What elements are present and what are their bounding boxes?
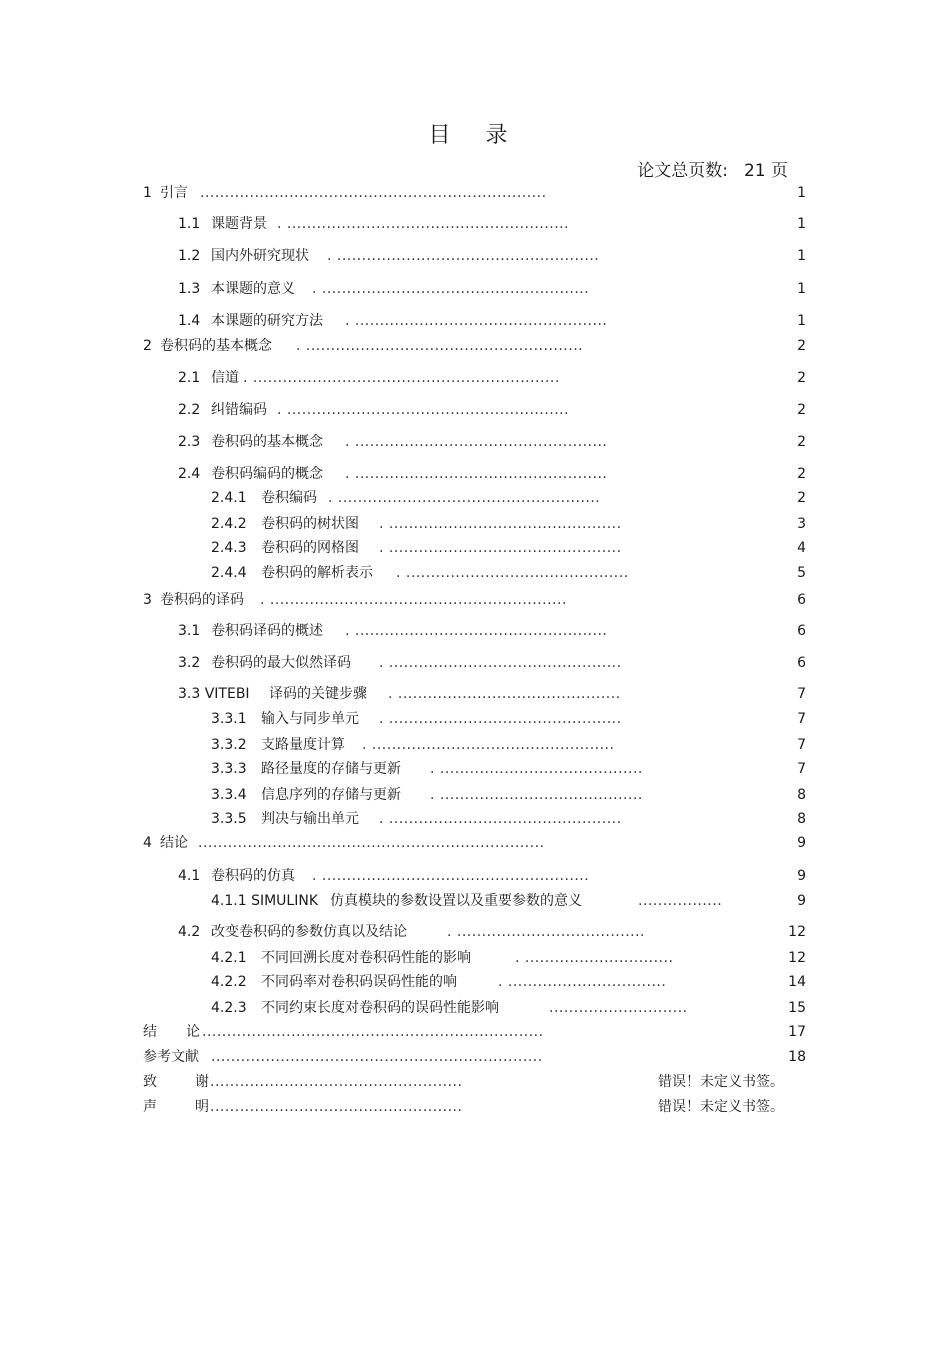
toc-entry-leader-dots: . ......................................................... [277, 216, 570, 232]
toc-entry-leader-dots: . ............................................. [396, 565, 629, 581]
toc-entry-leader-dots: ............................ [549, 1000, 688, 1016]
toc-entry-title: 卷积码的仿真 [211, 868, 295, 884]
toc-entry-title: 本课题的研究方法 [211, 313, 323, 329]
toc-entry[interactable] [178, 464, 806, 484]
toc-entry-number: 3.3.4 [211, 787, 247, 803]
toc-entry[interactable] [211, 972, 806, 992]
toc-entry-title: 支路量度计算 [261, 737, 345, 753]
toc-entry-title: 课题背景 [211, 216, 267, 232]
toc-entry-page-number: 7 [797, 737, 806, 753]
toc-entry[interactable] [178, 866, 806, 886]
toc-entry-leader-dots: . ............................................... [379, 516, 622, 532]
total-pages-value: 21 页 [743, 161, 788, 181]
toc-entry-title: 卷积码译码的概述 [211, 623, 323, 639]
toc-entry-title: 论 [186, 1024, 200, 1040]
toc-entry-title: 不同码率对卷积码误码性能的响 [261, 974, 457, 990]
toc-entry-number: 3.2 [178, 655, 201, 671]
toc-entry-page-number: 1 [797, 281, 806, 297]
toc-entry[interactable] [211, 759, 806, 779]
toc-entry[interactable] [211, 998, 806, 1018]
toc-entry-title: 译码的关键步骤 [269, 686, 367, 702]
toc-entry-page-number: 14 [788, 974, 806, 990]
toc-entry-number: 1.3 [178, 281, 201, 297]
toc-entry[interactable] [211, 488, 806, 508]
toc-entry-number: 2.2 [178, 402, 201, 418]
toc-entry[interactable] [143, 336, 806, 356]
toc-entry-number: 4.1.1 SIMULINK [211, 893, 318, 909]
toc-entry-title: 卷积码的网格图 [261, 540, 359, 556]
toc-entry-title: 改变卷积码的参数仿真以及结论 [211, 924, 407, 940]
toc-entry-number: 2.4 [178, 466, 201, 482]
toc-entry-page-number: 6 [797, 623, 806, 639]
toc-entry-number: 3.3.1 [211, 711, 247, 727]
toc-entry-page-number: 7 [797, 711, 806, 727]
toc-entry-page-number: 7 [797, 686, 806, 702]
toc-entry-leader-dots: . ............................................... [379, 540, 622, 556]
toc-entry-page-number: 1 [797, 216, 806, 232]
toc-entry[interactable] [211, 563, 806, 583]
toc-entry-page-number: 9 [797, 893, 806, 909]
toc-entry-leader-dots: . ......................................... [430, 787, 643, 803]
toc-entry[interactable] [211, 735, 806, 755]
toc-entry[interactable] [178, 311, 806, 331]
toc-entry-number: 3.3 VITEBI [178, 686, 250, 702]
toc-entry-number: 1.2 [178, 248, 201, 264]
toc-entry[interactable] [143, 183, 806, 203]
toc-entry-number: 4.2.1 [211, 950, 247, 966]
toc-entry-page-number: 2 [797, 434, 806, 450]
toc-entry-number: 2.1 [178, 370, 201, 386]
toc-entry-page-number: 17 [788, 1024, 806, 1040]
toc-entry[interactable] [143, 1097, 806, 1117]
toc-entry-title: 不同约束长度对卷积码的误码性能影响 [261, 1000, 499, 1016]
toc-entry[interactable] [211, 891, 806, 911]
toc-entry-leader-dots: ...................................................................... [198, 835, 545, 851]
toc-entry-page-number: 2 [797, 370, 806, 386]
toc-entry-number: 2 [143, 338, 152, 354]
toc-entry-leader-dots: . .............................................................. [243, 370, 560, 386]
toc-entry-leader-dots: ..................................................................... [202, 1024, 544, 1040]
page-title: 目 录 [428, 123, 522, 148]
toc-entry[interactable] [143, 1047, 806, 1067]
toc-entry-page-number: 1 [797, 185, 806, 201]
toc-entry-leader-dots: ................................................... [210, 1074, 463, 1090]
toc-entry-error-text: 错误！未定义书签。 [658, 1099, 784, 1115]
toc-entry-leader-dots: . ......................................................... [277, 402, 570, 418]
toc-entry-title: 卷积码的树状图 [261, 516, 359, 532]
toc-entry-page-number: 1 [797, 313, 806, 329]
toc-entry-title: 明 [195, 1099, 209, 1115]
toc-entry[interactable] [143, 590, 806, 610]
toc-entry[interactable] [178, 246, 806, 266]
toc-entry-leader-dots: . ...................................................... [312, 281, 590, 297]
toc-entry[interactable] [211, 809, 806, 829]
toc-entry[interactable] [143, 1022, 806, 1042]
toc-entry-title: 卷积码编码的概念 [211, 466, 323, 482]
toc-entry-page-number: 6 [797, 592, 806, 608]
toc-entry-page-number: 4 [797, 540, 806, 556]
toc-entry-number: 致 [143, 1074, 157, 1090]
toc-entry-page-number: 2 [797, 466, 806, 482]
toc-entry-number: 3.3.5 [211, 811, 247, 827]
toc-entry-number: 2.4.4 [211, 565, 247, 581]
toc-entry[interactable] [211, 948, 806, 968]
toc-entry-page-number: 2 [797, 402, 806, 418]
toc-entry-title: 纠错编码 [211, 402, 267, 418]
toc-entry[interactable] [178, 214, 806, 234]
toc-entry-page-number: 5 [797, 565, 806, 581]
toc-entry-number: 4.2.3 [211, 1000, 247, 1016]
total-pages-label: 论文总页数: [637, 161, 728, 181]
toc-entry[interactable] [178, 279, 806, 299]
toc-entry-page-number: 2 [797, 338, 806, 354]
toc-entry[interactable] [143, 833, 806, 853]
toc-entry-leader-dots: . ......................................... [430, 761, 643, 777]
toc-entry[interactable] [211, 709, 806, 729]
toc-entry-number: 结 [143, 1024, 157, 1040]
toc-entry-leader-dots: ................. [638, 893, 723, 909]
toc-entry-title: 输入与同步单元 [261, 711, 359, 727]
toc-entry-title: 不同回溯长度对卷积码性能的影响 [261, 950, 471, 966]
toc-entry[interactable] [211, 538, 806, 558]
toc-entry-leader-dots: . ................................ [498, 974, 667, 990]
toc-entry-title: 卷积码的解析表示 [261, 565, 373, 581]
toc-entry-page-number: 8 [797, 811, 806, 827]
toc-entry-leader-dots: . ...................................... [447, 924, 646, 940]
toc-entry-title: 卷积码的基本概念 [211, 434, 323, 450]
toc-entry-leader-dots: . ................................................... [345, 313, 608, 329]
toc-entry-title: 卷积码的最大似然译码 [211, 655, 351, 671]
toc-entry-number: 1 [143, 185, 152, 201]
toc-entry-number: 1.1 [178, 216, 201, 232]
toc-entry-number: 3 [143, 592, 152, 608]
toc-entry[interactable] [178, 621, 806, 641]
toc-entry-page-number: 3 [797, 516, 806, 532]
toc-entry-number: 3.3.2 [211, 737, 247, 753]
toc-entry-leader-dots: . ................................................. [362, 737, 615, 753]
toc-entry-title: 引言 [160, 185, 188, 201]
toc-entry-number: 声 [143, 1099, 157, 1115]
toc-entry[interactable] [178, 400, 806, 420]
toc-entry-title: 谢 [195, 1074, 209, 1090]
toc-entry-page-number: 1 [797, 248, 806, 264]
toc-entry-leader-dots: . ..................................................... [328, 490, 601, 506]
toc-entry-leader-dots: . ............................................. [388, 686, 621, 702]
toc-entry[interactable] [178, 684, 806, 704]
toc-entry-number: 2.4.2 [211, 516, 247, 532]
toc-entry-page-number: 9 [797, 835, 806, 851]
toc-entry-page-number: 9 [797, 868, 806, 884]
toc-entry[interactable] [178, 922, 806, 942]
toc-entry-title: 路径量度的存储与更新 [261, 761, 401, 777]
toc-entry[interactable] [178, 653, 806, 673]
toc-entry-number: 1.4 [178, 313, 201, 329]
toc-entry-page-number: 7 [797, 761, 806, 777]
total-pages [637, 156, 788, 181]
toc-entry-number: 4.2 [178, 924, 201, 940]
toc-entry-number: 2.3 [178, 434, 201, 450]
toc-entry-leader-dots: . ................................................... [345, 434, 608, 450]
toc-entry-title: 卷积编码 [261, 490, 317, 506]
toc-entry-leader-dots: ...................................................................... [200, 185, 547, 201]
toc-entry-leader-dots: . ............................................... [379, 811, 622, 827]
toc-entry[interactable] [178, 368, 806, 388]
toc-entry-number: 2.4.1 [211, 490, 247, 506]
toc-entry-title: 卷积码的译码 [160, 592, 244, 608]
toc-entry-leader-dots: . ................................................... [345, 466, 608, 482]
toc-entry-number: 4 [143, 835, 152, 851]
toc-entry-leader-dots: . .............................. [515, 950, 674, 966]
toc-entry-page-number: 18 [788, 1049, 806, 1065]
toc-entry-page-number: 15 [788, 1000, 806, 1016]
toc-entry-leader-dots: . ........................................................ [296, 338, 584, 354]
toc-entry-page-number: 2 [797, 490, 806, 506]
toc-entry-title: 信道 [211, 370, 239, 386]
toc-entry-leader-dots: . ...................................................... [312, 868, 590, 884]
toc-entry-page-number: 8 [797, 787, 806, 803]
toc-entry[interactable] [211, 785, 806, 805]
toc-entry-leader-dots: ................................................................... [211, 1049, 543, 1065]
toc-entry-leader-dots: . ..................................................... [327, 248, 600, 264]
toc-entry-number: 4.1 [178, 868, 201, 884]
toc-entry-number: 3.3.3 [211, 761, 247, 777]
toc-entry-leader-dots: ................................................... [210, 1099, 463, 1115]
toc-entry-number: 参考文献 [143, 1049, 199, 1065]
toc-entry-leader-dots: . ................................................... [345, 623, 608, 639]
toc-entry-title: 仿真模块的参数设置以及重要参数的意义 [330, 893, 582, 909]
toc-entry-leader-dots: . ............................................... [379, 711, 622, 727]
toc-entry-title: 信息序列的存储与更新 [261, 787, 401, 803]
toc-entry-number: 2.4.3 [211, 540, 247, 556]
toc-entry[interactable] [178, 432, 806, 452]
toc-entry-page-number: 6 [797, 655, 806, 671]
toc-entry-page-number: 12 [788, 950, 806, 966]
toc-entry-title: 结论 [160, 835, 188, 851]
toc-entry-leader-dots: . ............................................... [379, 655, 622, 671]
toc-entry-number: 3.1 [178, 623, 201, 639]
toc-entry-title: 国内外研究现状 [211, 248, 309, 264]
toc-entry-title: 卷积码的基本概念 [160, 338, 272, 354]
toc-entry-title: 判决与输出单元 [261, 811, 359, 827]
toc-entry-number: 4.2.2 [211, 974, 247, 990]
toc-entry-error-text: 错误！未定义书签。 [658, 1074, 784, 1090]
toc-entry-title: 本课题的意义 [211, 281, 295, 297]
toc-entry-page-number: 12 [788, 924, 806, 940]
toc-entry[interactable] [211, 514, 806, 534]
toc-entry[interactable] [143, 1072, 806, 1092]
toc-entry-leader-dots: . ............................................................ [260, 592, 567, 608]
